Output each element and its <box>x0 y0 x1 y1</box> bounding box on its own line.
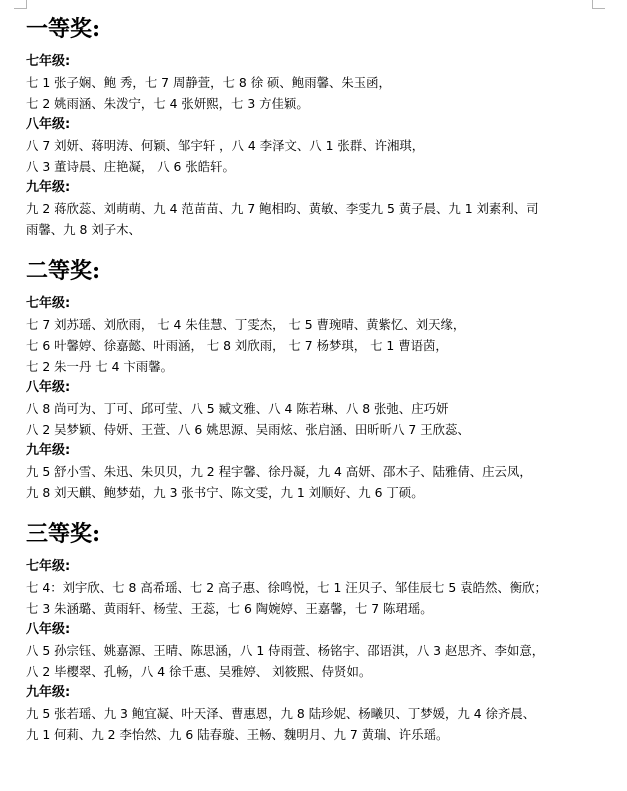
grade-block-ninth <box>26 682 616 745</box>
grade-label: 七年级: <box>26 54 71 69</box>
grade-block-seventh <box>26 51 616 114</box>
award-section-third <box>26 519 616 745</box>
name-line: 九 8 刘天麒、鲍梦茹，九 3 张书宁、陈文雯，九 1 刘顺好、九 6 丁硕。 <box>26 485 424 500</box>
grade-block-ninth <box>26 177 616 240</box>
award-title: 二等奖: <box>26 258 101 284</box>
name-line: 七 1 张子娴、鲍 秀，七 7 周静萱，七 8 徐 硕、鲍雨馨、朱玉函， <box>26 75 391 90</box>
name-line: 八 3 董诗晨、庄艳凝， 八 6 张皓轩。 <box>26 159 235 174</box>
award-title: 一等奖: <box>26 16 101 42</box>
grade-block-ninth <box>26 440 616 503</box>
name-line: 雨馨、九 8 刘子木、 <box>26 222 141 237</box>
name-line: 九 2 蒋欣蕊、刘萌萌、九 4 范苗苗、九 7 鲍相昀、黄敏、李雯九 5 黄子晨、九 1 刘素利、司 <box>26 201 539 216</box>
name-line: 九 1 何莉、九 2 李怡然、九 6 陆春璇、王畅、魏明月、九 7 黄瑞、许乐瑶。 <box>26 727 449 742</box>
award-section-second <box>26 256 616 503</box>
name-line: 八 2 毕樱翠、孔畅，八 4 徐千惠、吴雅婷、 刘筱熙、侍贤如。 <box>26 664 372 679</box>
name-line: 八 5 孙宗钰、姚嘉源、王晴、陈思涵，八 1 侍雨萱、杨铭宇、邵语淇，八 3 赵思齐、李如意， <box>26 643 545 658</box>
award-title: 三等奖: <box>26 521 101 547</box>
name-line: 七 6 叶馨婷、徐嘉懿、叶雨涵， 七 8 刘欣雨， 七 7 杨梦琪， 七 1 曹语茵， <box>26 338 448 353</box>
grade-block-eighth <box>26 377 616 440</box>
grade-label: 八年级: <box>26 117 71 132</box>
grade-block-seventh <box>26 293 616 377</box>
name-line: 九 5 张若瑶、九 3 鲍宜凝、叶天泽、曹惠恩，九 8 陆珍妮、杨曦贝、丁梦媛，九 4 徐齐晨、 <box>26 706 536 721</box>
document-content <box>26 14 616 745</box>
grade-label: 九年级: <box>26 180 71 195</box>
name-line: 七 2 朱一丹 七 4 卞雨馨。 <box>26 359 173 374</box>
grade-block-seventh <box>26 556 616 619</box>
name-line: 七 4：刘宇欣、七 8 高希瑶、七 2 高子惠、徐鸣悦，七 1 汪贝子、邹佳辰七 5 袁皓然、衡欣； <box>26 580 547 595</box>
grade-block-eighth <box>26 114 616 177</box>
name-line: 八 2 吴梦颖、侍妍、王萱、八 6 姚思源、吴雨炫、张启涵、田昕昕八 7 王欣蕊、 <box>26 422 470 437</box>
grade-label: 八年级: <box>26 380 71 395</box>
grade-label: 九年级: <box>26 685 71 700</box>
name-line: 八 7 刘妍、蒋明涛、何颖、邹宇轩 ，八 4 李泽文、八 1 张群、许湘琪， <box>26 138 425 153</box>
name-line: 七 2 姚雨涵、朱泼宁，七 4 张妍熙，七 3 方佳颖。 <box>26 96 309 111</box>
page-corner-mark-left <box>14 0 27 9</box>
name-line: 七 7 刘苏瑶、刘欣雨， 七 4 朱佳慧、丁雯杰， 七 5 曹琬晴、黄紫忆、刘天缘， <box>26 317 466 332</box>
page-corner-mark-right <box>592 0 605 9</box>
grade-block-eighth <box>26 619 616 682</box>
grade-label: 八年级: <box>26 622 71 637</box>
name-line: 九 5 舒小雪、朱迅、朱贝贝，九 2 程宇馨、徐丹凝，九 4 高妍、邵木子、陆雅倩、庄云凤， <box>26 464 532 479</box>
award-section-first <box>26 14 616 240</box>
name-line: 八 8 尚可为、丁可、邱可莹、八 5 臧文雅、八 4 陈若琳、八 8 张弛、庄巧妍 <box>26 401 449 416</box>
name-line: 七 3 朱涵璐、黄雨轩、杨莹、王蕊，七 6 陶婉婷、王嘉馨，七 7 陈珺瑶。 <box>26 601 433 616</box>
grade-label: 九年级: <box>26 443 71 458</box>
grade-label: 七年级: <box>26 296 71 311</box>
grade-label: 七年级: <box>26 559 71 574</box>
